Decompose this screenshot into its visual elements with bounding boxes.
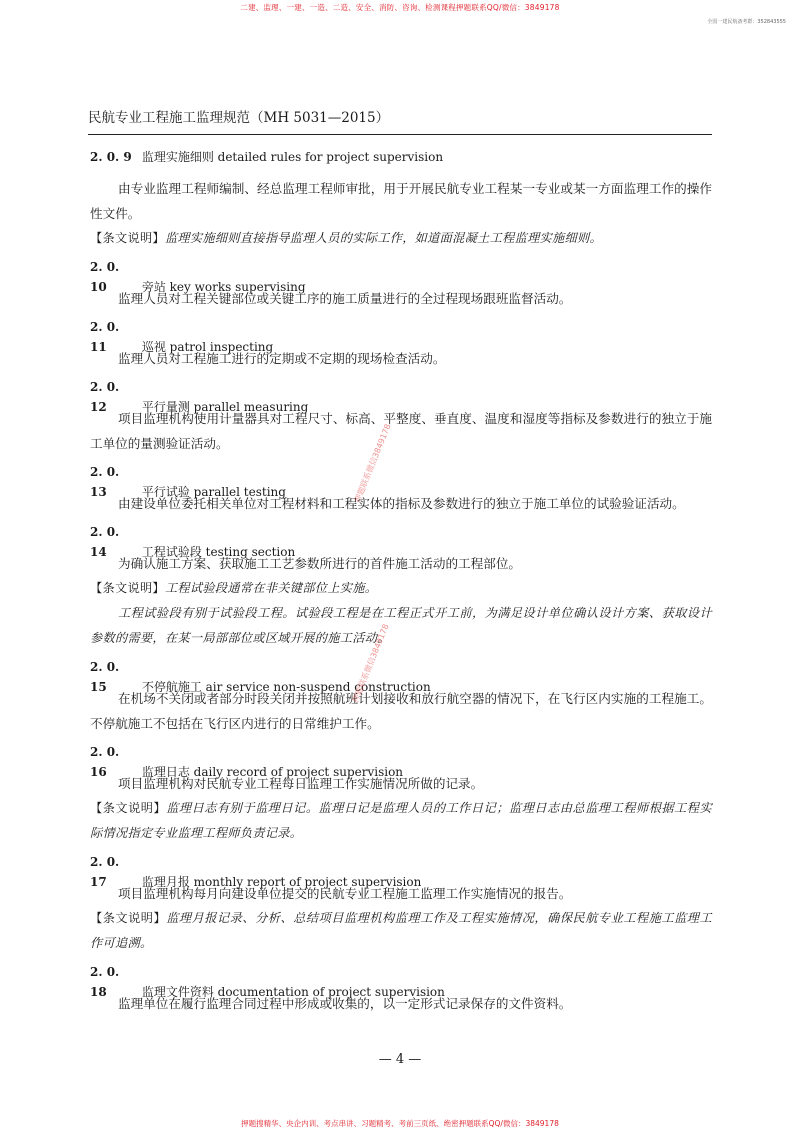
term-number: 2. 0. 9 <box>90 150 132 164</box>
term-title: 巡视 patrol inspecting <box>141 340 274 354</box>
term-heading <box>90 742 712 779</box>
note-text: 监理日志有别于监理日记。监理日记是监理人员的工作日记；监理日志由总监理工程师根据工程实际情况指定专业监理工程师负责记录。 <box>90 801 712 840</box>
term-definition: 由专业监理工程师编制、经总监理工程师审批，用于开展民航专业工程某一专业或某一方面监理工作的操作性文件。 <box>90 181 712 221</box>
term-definition: 监理人员对工程关键部位或关键工序的施工质量进行的全过程现场跟班监督活动。 <box>118 291 572 306</box>
page-header: 民航专业工程施工监理规范（MH 5031—2015） <box>88 106 712 135</box>
term-title: 不停航施工 air service non-suspend construction <box>141 680 431 694</box>
entry-2-0-11 <box>90 317 712 371</box>
term-definition: 监理单位在履行监理合同过程中形成或收集的，以一定形式记录保存的文件资料。 <box>118 996 572 1011</box>
term-definition: 项目监理机构每月向建设单位提交的民航专业工程施工监理工作实施情况的报告。 <box>118 886 572 901</box>
entry-2-0-18 <box>90 962 712 1016</box>
term-title: 旁站 key works supervising <box>141 280 306 294</box>
entry-2-0-10 <box>90 257 712 311</box>
term-definition: 在机场不关闭或者部分时段关闭并按照航班计划接收和放行航空器的情况下，在飞行区内实施的工程施工。不停航施工不包括在飞行区内进行的日常维护工作。 <box>90 691 712 731</box>
bottom-banner: 押题搜精华、央企内训、考点串讲、习题精考、考前三页纸、绝密押题联系QQ/微信：3849178 <box>241 1119 559 1128</box>
term-heading <box>90 257 712 294</box>
entry-2-0-12 <box>90 377 712 456</box>
term-heading <box>90 852 712 889</box>
term-number: 2. 0. 15 <box>90 660 120 694</box>
term-definition: 项目监理机构使用计量器具对工程尺寸、标高、平整度、垂直度、温度和湿度等指标及参数进行的独立于施工单位的量测验证活动。 <box>90 411 712 451</box>
term-number: 2. 0. 14 <box>90 525 120 559</box>
term-number: 2. 0. 12 <box>90 380 120 414</box>
term-title: 工程试验段 testing section <box>141 545 296 559</box>
note-text: 监理月报记录、分析、总结项目监理机构监理工作及工程实施情况，确保民航专业工程施工监理工作可追溯。 <box>90 911 712 950</box>
term-heading <box>90 462 712 499</box>
term-number: 2. 0. 10 <box>90 260 120 294</box>
term-title: 平行量测 parallel measuring <box>141 400 309 414</box>
term-number: 2. 0. 11 <box>90 320 120 354</box>
term-title: 监理实施细则 detailed rules for project supervision <box>141 150 444 164</box>
term-title: 监理日志 daily record of project supervision <box>141 765 404 779</box>
page-number: — 4 — <box>378 1052 422 1067</box>
entry-2-0-15 <box>90 657 712 736</box>
term-number: 2. 0. 17 <box>90 855 120 889</box>
term-definition: 由建设单位委托相关单位对工程材料和工程实体的指标及参数进行的独立于施工单位的试验验证活动。 <box>118 496 685 511</box>
term-heading <box>90 962 712 999</box>
entry-2-0-17 <box>90 852 712 956</box>
term-heading <box>90 657 712 694</box>
term-definition: 项目监理机构对民航专业工程每日监理工作实施情况所做的记录。 <box>118 776 484 791</box>
term-heading <box>90 147 712 167</box>
entry-2-0-9 <box>90 147 712 251</box>
term-heading <box>90 377 712 414</box>
entry-2-0-16 <box>90 742 712 846</box>
clause-note <box>90 906 712 956</box>
note-tag: 【条文说明】 <box>90 801 167 815</box>
term-number: 2. 0. 18 <box>90 965 120 999</box>
term-number: 2. 0. 13 <box>90 465 120 499</box>
clause-note <box>90 576 712 601</box>
term-title: 监理文件资料 documentation of project supervision <box>141 985 445 999</box>
note-tag: 【条文说明】 <box>90 231 165 245</box>
document-body <box>90 147 712 1022</box>
clause-note-extra: 工程试验段有别于试验段工程。试验段工程是在工程正式开工前，为满足设计单位确认设计方案、获取设计参数的需要，在某一局部部位或区域开展的施工活动。 <box>90 606 712 645</box>
term-heading <box>90 522 712 559</box>
clause-note <box>90 226 712 251</box>
note-tag: 【条文说明】 <box>90 911 167 925</box>
watermark-text: 押题联系微信3849178 <box>352 422 393 504</box>
entry-2-0-14 <box>90 522 712 651</box>
term-definition: 监理人员对工程施工进行的定期或不定期的现场检查活动。 <box>118 351 446 366</box>
clause-note <box>90 796 712 846</box>
top-banner: 二建、监理、一建、一造、二造、安全、消防、咨询、检测课程押题联系QQ/微信：3849178 <box>240 3 560 12</box>
term-definition: 为确认施工方案、获取施工工艺参数所进行的首件施工活动的工程部位。 <box>118 556 521 571</box>
note-text: 监理实施细则直接指导监理人员的实际工作，如道面混凝土工程监理实施细则。 <box>164 231 602 245</box>
note-tag: 【条文说明】 <box>90 581 165 595</box>
term-number: 2. 0. 16 <box>90 745 120 779</box>
term-title: 平行试验 parallel testing <box>141 485 286 499</box>
term-heading <box>90 317 712 354</box>
term-title: 监理月报 monthly report of project supervision <box>141 875 422 889</box>
note-text: 工程试验段通常在非关键部位上实施。 <box>164 581 378 595</box>
corner-note: 全国一建民航备考群：352843555 <box>707 19 786 25</box>
entry-2-0-13 <box>90 462 712 516</box>
watermark-text: 押题联系微信3849178 <box>350 622 391 704</box>
